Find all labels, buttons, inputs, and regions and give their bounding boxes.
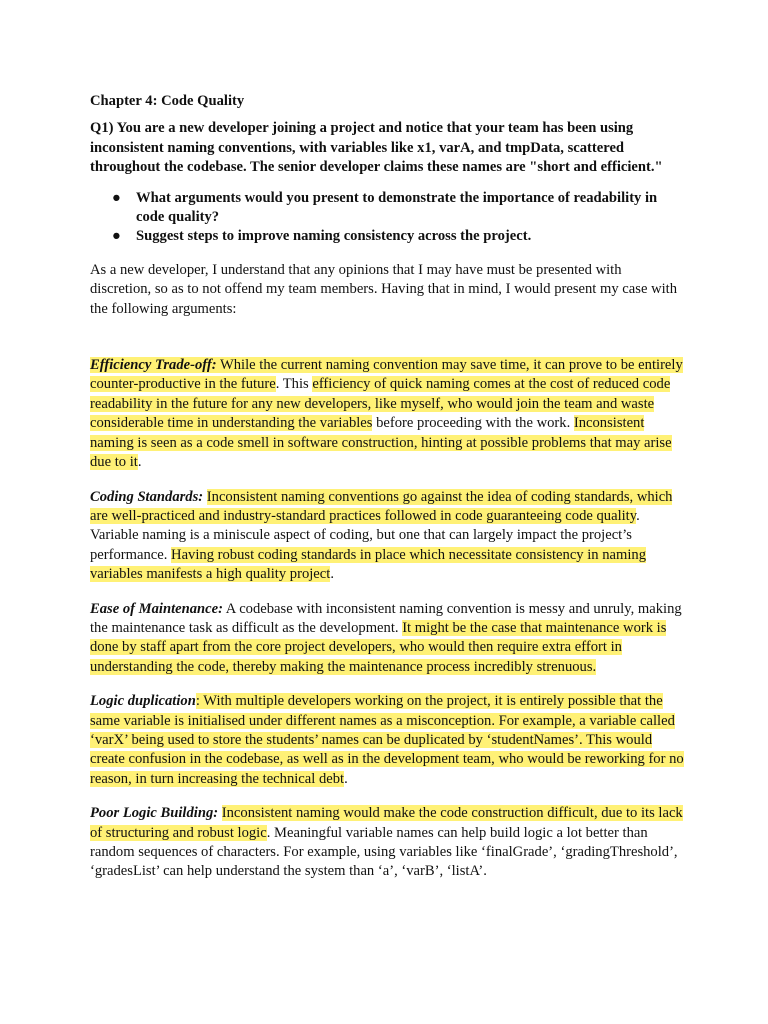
chapter-title: Chapter 4: Code Quality [90, 93, 245, 109]
bullet-item [90, 227, 686, 246]
highlighted-text: It might be the case that maintenance work is done by staff apart from the core project developers, who would then require extra effort in understanding the code, thereby making the maintenance process incredibly strenuous. [90, 619, 667, 675]
document-page [90, 92, 686, 897]
highlighted-text: : With multiple developers working on the project, it is entirely possible that the same variable is initialised under different names as a misconception. For example, a variable called ‘varX’ being used to store the students’ names can be duplicated by ‘studentNames’. This would create confusion in the codebase, as well as in the development team, who would be reworking for no reason, in turn increasing the technical debt [90, 693, 684, 787]
argument-poor-logic [90, 804, 686, 882]
bullet-icon: ● [112, 189, 121, 206]
highlighted-text: efficiency of quick naming comes at the cost of reduced code readability in the future for any new developers, like myself, who would join the team and waste considerable time in understanding the variables [90, 376, 671, 432]
argument-title: Coding Standards: [90, 488, 204, 505]
argument-title: Logic duplication [90, 693, 196, 710]
argument-text: . [137, 454, 142, 471]
bullet-text: What arguments would you present to demonstrate the importance of readability in code quality? [136, 189, 658, 226]
question-bullet-list [90, 189, 686, 247]
argument-maintenance [90, 600, 686, 678]
bullet-item [90, 189, 686, 228]
argument-text: A codebase with inconsistent naming convention is messy and unruly, making the maintenance task as difficult as the development. [90, 600, 682, 636]
argument-text: . Variable naming is a miniscule aspect of coding, but one that can largely impact the project’s performance. [90, 507, 640, 563]
highlighted-text: Inconsistent naming is seen as a code smell in software construction, hinting at possible problems that may arise due to it [90, 415, 672, 471]
intro-paragraph: As a new developer, I understand that any opinions that I may have must be presented with discretion, so as to not offend my team members. Having that in mind, I would present my case with the following arguments: [90, 261, 678, 317]
argument-text: . [330, 566, 334, 583]
argument-text: . This [275, 376, 313, 393]
argument-coding-standards [90, 488, 686, 585]
highlighted-text: Inconsistent naming would make the code construction difficult, due to its lack of structuring and robust logic [90, 805, 683, 841]
bullet-icon: ● [112, 228, 121, 245]
argument-title: Ease of Maintenance: [90, 600, 223, 617]
question-text: Q1) You are a new developer joining a project and notice that your team has been using inconsistent naming conventions, with variables like x1, varA, and tmpData, scattered throughout the codebase. The senior developer claims these names are "short and efficient." [90, 120, 663, 176]
argument-text: . [344, 770, 348, 787]
highlighted-text: Inconsistent naming conventions go against the idea of coding standards, which are well-practiced and industry-standard practices followed in code guaranteeing code quality [90, 488, 673, 524]
argument-title: Efficiency Trade-off: [90, 357, 217, 374]
argument-title: Poor Logic Building: [90, 805, 219, 822]
argument-efficiency [90, 356, 686, 472]
argument-text: . Meaningful variable names can help build logic a lot better than random sequences of characters. For example, using variables like ‘finalGrade’, ‘gradingThreshold’, ‘gradesList’ can help understand the system than ‘a’, ‘varB’, ‘listA’. [90, 824, 678, 880]
bullet-text: Suggest steps to improve naming consistency across the project. [136, 228, 532, 245]
argument-logic-duplication [90, 692, 686, 789]
highlighted-text: Having robust coding standards in place which necessitate consistency in naming variables manifests a high quality project [90, 546, 647, 583]
highlighted-text: While the current naming convention may save time, it can prove to be entirely counter-productive in the future [90, 357, 683, 393]
argument-text: before proceeding with the work. [372, 415, 574, 432]
